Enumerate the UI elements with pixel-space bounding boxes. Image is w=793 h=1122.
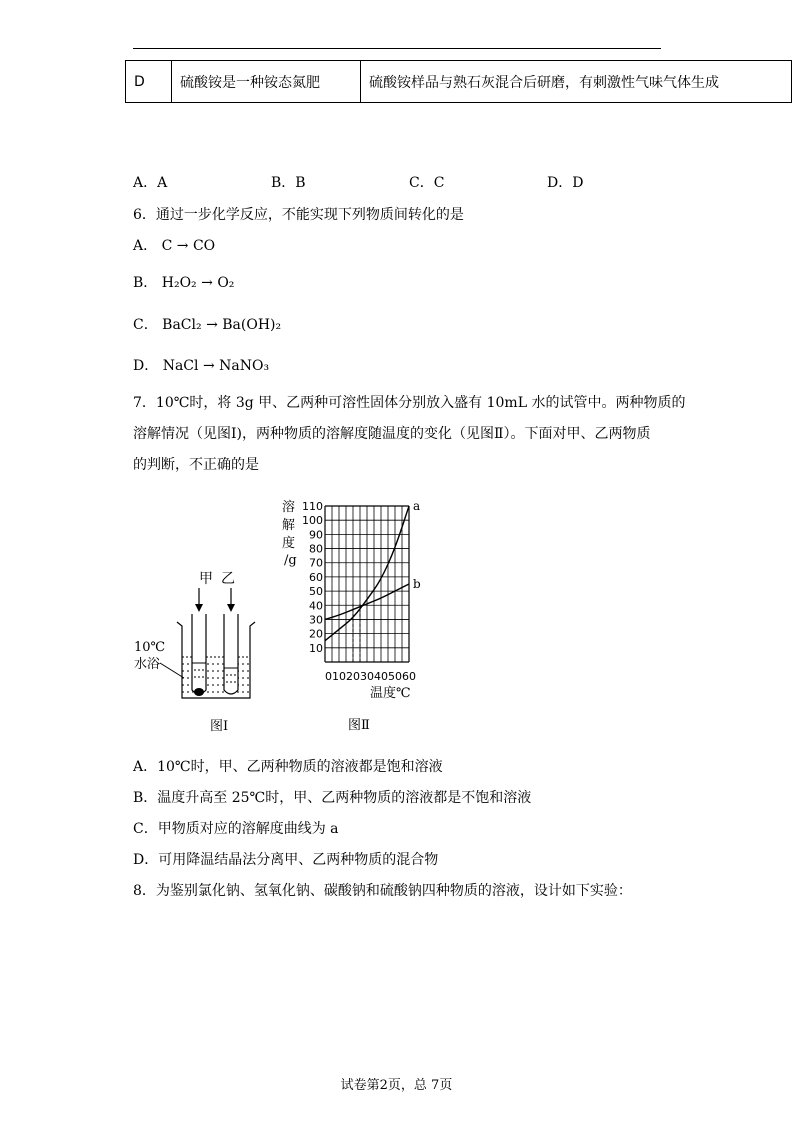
y-tick-label: 30: [309, 613, 323, 627]
figure-1-beaker: [130, 560, 280, 745]
q5-choice-a: A．A: [133, 175, 168, 191]
y-tick-label: 100: [302, 514, 323, 528]
y-tick-label: 60: [309, 570, 323, 584]
chart-grid: [325, 506, 409, 662]
q6-stem: 6．通过一步化学反应，不能实现下列物质间转化的是: [133, 207, 464, 223]
y-tick-label: 10: [309, 641, 323, 655]
figure-2-solubility-chart: [278, 492, 428, 742]
y-tick-label: 70: [309, 556, 323, 570]
bath-pointer: [160, 663, 184, 678]
arrow-yi: [227, 588, 235, 612]
y-tick-label: 80: [309, 542, 323, 556]
y-tick-label: 40: [309, 599, 323, 613]
label-jia: 甲: [199, 571, 213, 587]
arrow-glyph: →: [202, 358, 215, 374]
x-tick-labels: 0102030405060: [325, 670, 416, 683]
formula-to: NaNO₃: [219, 358, 270, 374]
arrow-glyph: →: [206, 317, 218, 333]
table-row: [126, 61, 792, 103]
y-title-char: 解: [282, 518, 296, 533]
formula-from: H₂O₂: [161, 275, 197, 291]
formula-from: BaCl₂: [162, 317, 202, 333]
arrow-glyph: →: [176, 238, 189, 254]
header-rule: [133, 48, 661, 49]
q7-option-b: B．温度升高至 25℃时，甲、乙两种物质的溶液都是不饱和溶液: [133, 790, 532, 806]
q7-stem-line-3: 的判断，不正确的是: [133, 457, 259, 473]
q6-option-c: [133, 314, 281, 334]
undissolved-solid: [194, 688, 204, 696]
y-tick-label: 20: [309, 627, 323, 641]
page-footer: 试卷第2页，总 7页: [340, 1078, 453, 1093]
bath-name-label: 水浴: [134, 657, 161, 672]
formula-from: C: [161, 238, 173, 254]
test-tube-jia: [192, 614, 206, 694]
q7-stem-line-1: 7．10℃时，将 3g 甲、乙两种可溶性固体分别放入盛有 10mL 水的试管中。两种物质的: [133, 395, 686, 411]
q5-choice-d: D．D: [547, 175, 584, 191]
x-axis-title: 温度℃: [370, 686, 411, 701]
q6-option-d: [133, 355, 269, 375]
arrow-jia: [195, 588, 203, 612]
q6-option-b: [133, 272, 234, 292]
y-axis-ticks: [302, 500, 323, 655]
q8-stem: 8．为鉴别氯化钠、氢氧化钠、碳酸钠和硫酸钠四种物质的溶液，设计如下实验：: [133, 883, 632, 899]
formula-to: Ba(OH)₂: [222, 317, 282, 333]
formula-from: NaCl: [162, 358, 199, 374]
statement-cell: 硫酸铵是一种铵态氮肥: [172, 61, 361, 103]
formula-to: O₂: [217, 275, 235, 291]
q5-choice-c: C．C: [409, 175, 445, 191]
figure-1-caption: 图Ⅰ: [210, 719, 229, 734]
option-cell: D: [126, 61, 172, 103]
curve-label-a: a: [413, 499, 421, 513]
q5-choice-b: B．B: [271, 175, 306, 191]
q7-option-a: A．10℃时，甲、乙两种物质的溶液都是饱和溶液: [133, 759, 443, 775]
y-tick-label: 110: [302, 500, 323, 513]
y-title-char: 度: [282, 536, 296, 551]
y-tick-label: 90: [309, 528, 323, 542]
q6-option-a: [133, 235, 215, 255]
q7-option-d: D．可用降温结晶法分离甲、乙两种物质的混合物: [133, 852, 439, 868]
label-yi: 乙: [221, 571, 235, 587]
method-cell: 硫酸铵样品与熟石灰混合后研磨，有刺激性气味气体生成: [361, 61, 792, 103]
option-label: A．: [133, 238, 158, 254]
option-label: C．: [133, 317, 158, 333]
figure-2-caption: 图Ⅱ: [348, 718, 370, 733]
y-title-char: /g: [284, 553, 297, 568]
answer-table: [125, 60, 792, 103]
bath-temp-label: 10℃: [134, 640, 166, 655]
beaker: [177, 622, 255, 698]
y-tick-label: 50: [309, 585, 323, 599]
q7-option-c: C．甲物质对应的溶解度曲线为 a: [133, 821, 339, 837]
option-label: B．: [133, 275, 158, 291]
y-title-char: 溶: [282, 500, 296, 515]
arrow-glyph: →: [201, 275, 213, 291]
q7-stem-line-2: 溶解情况（见图Ⅰ)，两种物质的溶解度随温度的变化（见图Ⅱ）。下面对甲、乙两物质: [133, 426, 651, 442]
formula-to: CO: [192, 238, 216, 254]
option-label: D．: [133, 358, 159, 374]
curve-label-b: b: [413, 577, 421, 591]
